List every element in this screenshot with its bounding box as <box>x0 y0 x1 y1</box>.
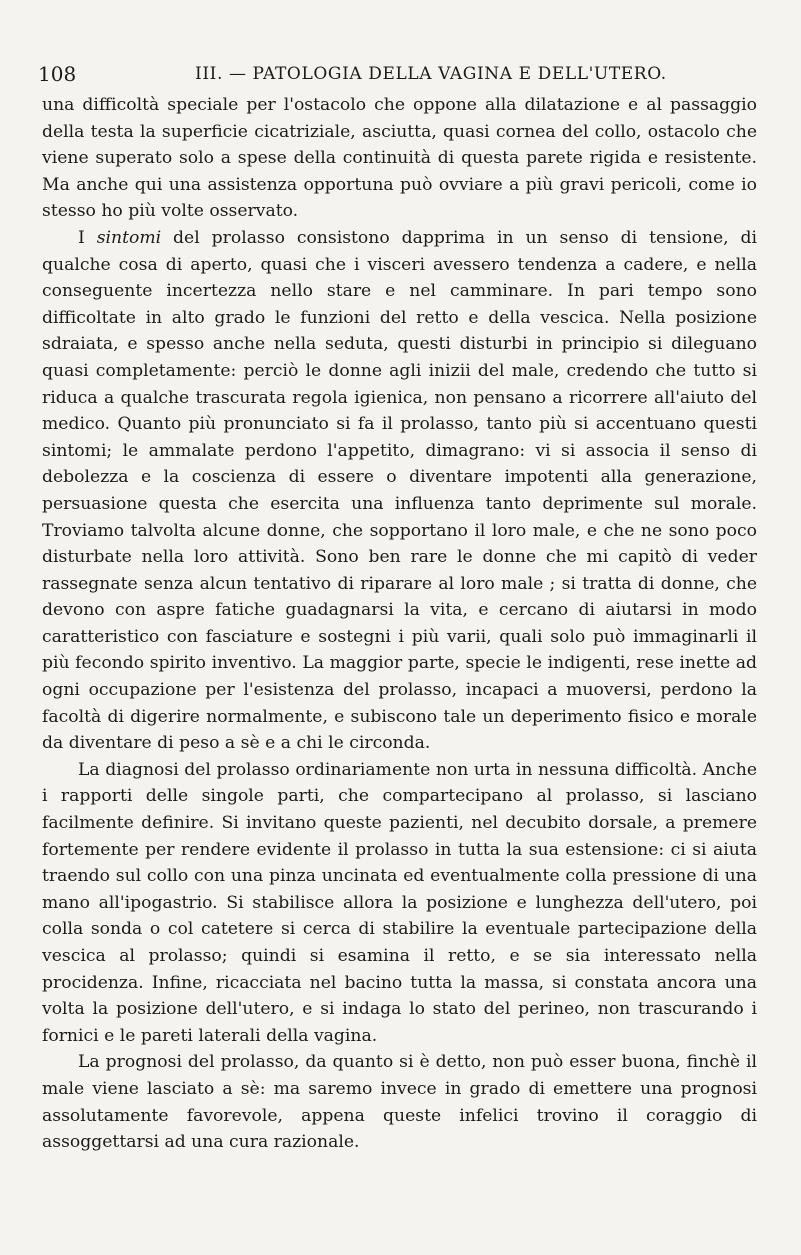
paragraph-text: del prolasso consistono dapprima in un senso di tensione, di qualche cosa di aperto, quasi che i visceri avessero tendenza a cadere, e nella conseguente incertezza nello stare e nel camminare. In pari tempo sono difficoltate in alto grado le funzioni del retto e della vescica. Nella posizione sdraiata, e spesso anche nella seduta, questi disturbi in principio si dileguano quasi completamente: perciò le donne agli inizii del male, credendo che tutto si riduca a qualche trascurata regola igienica, non pensano a ricorrere all'aiuto del medico. Quanto più pronunciato si fa il prolasso, tanto più si accentuano questi sintomi; le ammalate perdono l'appetito, dimagrano: vi si associa il senso di debolezza e la coscienza di essere o diventare impotenti alla generazione, persuasione questa che esercita una influenza tanto deprimente sul morale. Troviamo talvolta alcune donne, che sopportano il loro male, e che ne sono poco disturbate nella loro attività. Sono ben rare le donne che mi capitò di veder rassegnate senza alcun tentativo di riparare al loro male ; si tratta di donne, che devono con aspre fatiche guadagnarsi la vita, e cercano di aiutarsi in modo caratteristico con fasciature e sostegni i più varii, quali solo può immaginarli il più fecondo spirito inventivo. La maggior parte, specie le indigenti, rese inette ad ogni occupazione per l'esistenza del prolasso, incapaci a muoversi, perdono la facoltà di digerire normalmente, e subiscono tale un deperimento fisico e morale da diventare di peso a sè e a chi le circonda. <box>42 227 757 754</box>
emphasized-term: sintomi <box>96 227 162 248</box>
paragraph-continuation <box>42 92 757 225</box>
paragraph-diagnosis <box>42 757 757 1050</box>
page-header <box>38 60 778 88</box>
paragraph-lead: I <box>78 227 97 248</box>
body-text <box>42 92 757 1156</box>
paragraph-prognosis <box>42 1049 757 1155</box>
paragraph-text: La diagnosi del prolasso ordinariamente non urta in nessuna difficoltà. Anche i rapporti delle singole parti, che compartecipano al prolasso, si lasciano facilmente definire. Si invitano queste pazienti, nel decubito dorsale, a premere fortemente per rendere evidente il prolasso in tutta la sua estensione: ci si aiuta traendo sul collo con una pinza uncinata ed eventualmente colla pressione di una mano all'ipogastrio. Si stabilisce allora la posizione e lunghezza dell'utero, poi colla sonda o col catetere si cerca di stabilire la eventuale partecipazione della vescica al prolasso; quindi si esamina il retto, e se sia interessato nella procidenza. Infine, ricacciata nel bacino tutta la massa, si constata ancora una volta la posizione dell'utero, e si indaga lo stato del perineo, non trascurando i fornici e le pareti laterali della vagina. <box>42 759 757 1046</box>
page-number: 108 <box>38 62 77 86</box>
paragraph-symptoms <box>42 225 757 757</box>
paragraph-text: una difficoltà speciale per l'ostacolo che oppone alla dilatazione e al passaggio della testa la superficie cicatriziale, asciutta, quasi cornea del collo, ostacolo che viene superato solo a spese della continuità di questa parete rigida e resistente. Ma anche qui una assistenza opportuna può ovviare a più gravi pericoli, come io stesso ho più volte osservato. <box>42 95 757 222</box>
running-head: III. — PATOLOGIA DELLA VAGINA E DELL'UTERO. <box>195 64 667 84</box>
paragraph-text: La prognosi del prolasso, da quanto si è detto, non può esser buona, finchè il male viene lasciato a sè: ma saremo invece in grado di emettere una prognosi assolutamente favorevole, appena queste infelici trovino il coraggio di assoggettarsi ad una cura razionale. <box>42 1052 757 1153</box>
